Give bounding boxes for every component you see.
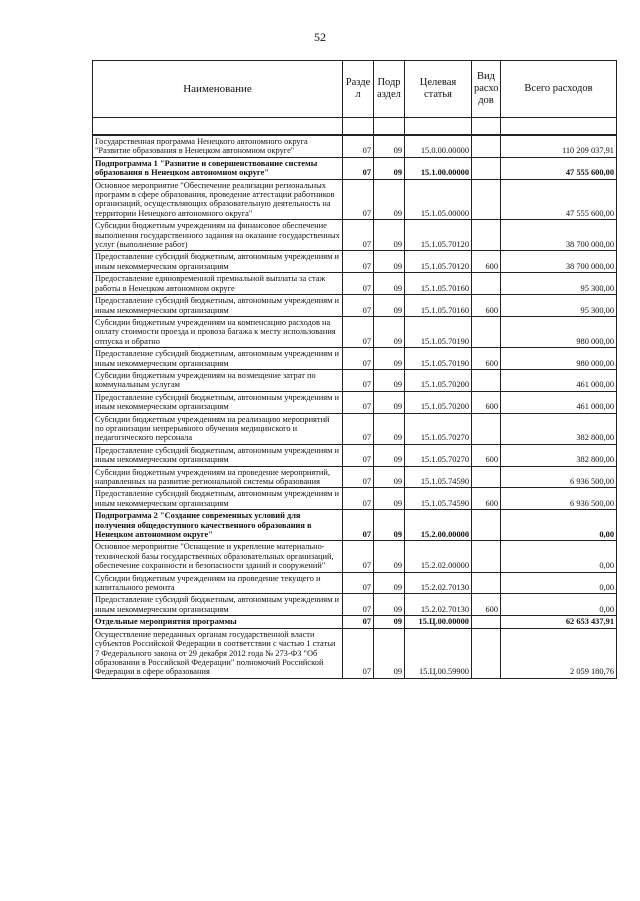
row-target-cell: 15.1.05.70190 [405,348,472,370]
row-type-cell: 600 [472,295,501,317]
row-name-cell: Предоставление субсидий бюджетным, автономным учреждениям и иным некоммерческим организациям [93,251,343,273]
row-name-cell: Подпрограмма 2 "Создание современных условий для получения общедоступного качественного образования в Ненецком автономном округе" [93,510,343,541]
row-target-cell: 15.1.05.70200 [405,369,472,391]
table-row [93,179,617,220]
table-row [93,391,617,413]
row-target-cell: 15.1.05.70270 [405,444,472,466]
row-type-cell [472,316,501,347]
row-section-cell: 07 [343,220,374,251]
row-subsection-cell: 09 [374,157,405,179]
table-row [93,594,617,616]
table-row [93,157,617,179]
row-subsection-cell: 09 [374,444,405,466]
row-target-cell: 15.1.05.70160 [405,295,472,317]
row-type-cell [472,220,501,251]
row-type-cell [472,616,501,628]
budget-table [92,60,617,679]
row-total-cell: 980 000,00 [501,316,617,347]
row-target-cell: 15.1.00.00000 [405,157,472,179]
row-name-cell: Основное мероприятие "Оснащение и укрепление материально-технической базы государственных образовательных организаций, обеспечение сохранности и безопасности зданий и сооружений" [93,541,343,572]
row-total-cell: 95 300,00 [501,273,617,295]
row-section-cell: 07 [343,157,374,179]
row-section-cell: 07 [343,616,374,628]
row-target-cell: 15.2.02.70130 [405,594,472,616]
row-total-cell: 47 555 600,00 [501,179,617,220]
row-name-cell: Субсидии бюджетным учреждениям на реализацию мероприятий по организации непрерывного обучения медицинского и педагогического персонала [93,413,343,444]
header-section: Разде л [343,61,374,118]
row-type-cell [472,135,501,157]
table-row [93,316,617,347]
header-type: Вид расхо дов [472,61,501,118]
row-name-cell: Предоставление субсидий бюджетным, автономным учреждениям и иным некоммерческим организациям [93,444,343,466]
row-type-cell [472,572,501,594]
table-row [93,220,617,251]
table-row [93,348,617,370]
row-section-cell: 07 [343,273,374,295]
row-name-cell: Подпрограмма 1 "Развитие и совершенствование системы образования в Ненецком автономном округе" [93,157,343,179]
row-section-cell: 07 [343,251,374,273]
row-name-cell: Осуществление переданных органам государственной власти субъектов Российской Федерации в соответствии с частью 1 статьи 7 Федерального закона от 29 декабря 2012 года № 273-ФЗ "Об образовании в Российской Федерации" полномочий Российской Федерации в сфере образования [93,628,343,678]
row-total-cell: 47 555 600,00 [501,157,617,179]
row-subsection-cell: 09 [374,295,405,317]
row-section-cell: 07 [343,135,374,157]
row-subsection-cell: 09 [374,616,405,628]
row-name-cell: Субсидии бюджетным учреждениям на компенсацию расходов на оплату стоимости проезда и провоза багажа к месту использования отпуска и обратно [93,316,343,347]
table-row [93,616,617,628]
row-type-cell: 600 [472,348,501,370]
row-target-cell: 15.1.05.70160 [405,273,472,295]
row-subsection-cell: 09 [374,251,405,273]
row-section-cell: 07 [343,594,374,616]
row-target-cell: 15.2.00.00000 [405,510,472,541]
row-total-cell: 382 800,00 [501,444,617,466]
table-row [93,413,617,444]
row-type-cell [472,413,501,444]
row-target-cell: 15.Ц.00.00000 [405,616,472,628]
row-total-cell: 0,00 [501,541,617,572]
row-section-cell: 07 [343,413,374,444]
row-total-cell: 6 936 500,00 [501,466,617,488]
row-type-cell [472,628,501,678]
row-section-cell: 07 [343,295,374,317]
table-header-row [93,61,617,118]
row-name-cell: Предоставление субсидий бюджетным, автономным учреждениям и иным некоммерческим организациям [93,391,343,413]
row-target-cell: 15.1.05.70200 [405,391,472,413]
row-subsection-cell: 09 [374,348,405,370]
header-name: Наименование [93,61,343,118]
row-total-cell: 95 300,00 [501,295,617,317]
row-subsection-cell: 09 [374,369,405,391]
row-target-cell: 15.1.05.74590 [405,488,472,510]
row-total-cell: 382 800,00 [501,413,617,444]
row-type-cell: 600 [472,251,501,273]
row-target-cell: 15.0.00.00000 [405,135,472,157]
row-name-cell: Субсидии бюджетным учреждениям на возмещение затрат по коммунальным услугам [93,369,343,391]
row-type-cell [472,273,501,295]
row-name-cell: Предоставление единовременной премиальной выплаты за стаж работы в Ненецком автономном округе [93,273,343,295]
row-subsection-cell: 09 [374,541,405,572]
row-section-cell: 07 [343,466,374,488]
row-name-cell: Субсидии бюджетным учреждениям на финансовое обеспечение выполнения государственного задания на оказание государственных услуг (выполнение работ) [93,220,343,251]
row-name-cell: Предоставление субсидий бюджетным, автономным учреждениям и иным некоммерческим организациям [93,594,343,616]
row-target-cell: 15.2.02.00000 [405,541,472,572]
row-total-cell: 38 700 000,00 [501,220,617,251]
row-target-cell: 15.1.05.00000 [405,179,472,220]
row-subsection-cell: 09 [374,413,405,444]
row-subsection-cell: 09 [374,391,405,413]
row-target-cell: 15.1.05.74590 [405,466,472,488]
row-type-cell [472,466,501,488]
table-row [93,572,617,594]
row-section-cell: 07 [343,348,374,370]
row-subsection-cell: 09 [374,135,405,157]
row-subsection-cell: 09 [374,510,405,541]
table-row [93,251,617,273]
row-target-cell: 15.1.05.70190 [405,316,472,347]
table-row [93,295,617,317]
row-total-cell: 0,00 [501,510,617,541]
row-type-cell [472,179,501,220]
row-target-cell: 15.1.05.70120 [405,251,472,273]
row-subsection-cell: 09 [374,179,405,220]
row-total-cell: 0,00 [501,594,617,616]
row-name-cell: Предоставление субсидий бюджетным, автономным учреждениям и иным некоммерческим организациям [93,348,343,370]
row-type-cell [472,541,501,572]
row-section-cell: 07 [343,179,374,220]
row-section-cell: 07 [343,572,374,594]
row-total-cell: 980 000,00 [501,348,617,370]
row-total-cell: 110 209 037,91 [501,135,617,157]
header-spacer-row [93,118,617,136]
row-type-cell: 600 [472,594,501,616]
row-target-cell: 15.Ц.00.59900 [405,628,472,678]
row-subsection-cell: 09 [374,220,405,251]
row-target-cell: 15.1.05.70270 [405,413,472,444]
row-name-cell: Предоставление субсидий бюджетным, автономным учреждениям и иным некоммерческим организациям [93,488,343,510]
row-total-cell: 6 936 500,00 [501,488,617,510]
row-section-cell: 07 [343,391,374,413]
row-name-cell: Субсидии бюджетным учреждениям на проведение мероприятий, направленных на развитие региональной системы образования [93,466,343,488]
table-row [93,488,617,510]
row-type-cell: 600 [472,444,501,466]
row-type-cell [472,369,501,391]
table-row [93,444,617,466]
row-subsection-cell: 09 [374,466,405,488]
row-name-cell: Отдельные мероприятия программы [93,616,343,628]
table-row [93,628,617,678]
table-row [93,135,617,157]
row-subsection-cell: 09 [374,488,405,510]
row-section-cell: 07 [343,316,374,347]
header-target: Целевая статья [405,61,472,118]
table-row [93,273,617,295]
row-section-cell: 07 [343,510,374,541]
row-section-cell: 07 [343,444,374,466]
table-row [93,466,617,488]
row-total-cell: 461 000,00 [501,369,617,391]
row-type-cell [472,157,501,179]
row-section-cell: 07 [343,541,374,572]
row-section-cell: 07 [343,628,374,678]
row-name-cell: Государственная программа Ненецкого автономного округа "Развитие образования в Ненецком автономном округе" [93,135,343,157]
header-subsection: Подр аздел [374,61,405,118]
row-total-cell: 62 653 437,91 [501,616,617,628]
row-target-cell: 15.1.05.70120 [405,220,472,251]
row-type-cell: 600 [472,391,501,413]
row-name-cell: Субсидии бюджетным учреждениям на проведение текущего и капитального ремонта [93,572,343,594]
row-total-cell: 2 059 180,76 [501,628,617,678]
row-subsection-cell: 09 [374,316,405,347]
header-total: Всего расходов [501,61,617,118]
row-section-cell: 07 [343,488,374,510]
row-total-cell: 0,00 [501,572,617,594]
row-name-cell: Основное мероприятие "Обеспечение реализации региональных программ в сфере образования, проведение аттестации работников организаций, осуществляющих образовательную деятельность на территории Ненецкого автономного округа" [93,179,343,220]
page-number: 52 [314,30,326,44]
row-name-cell: Предоставление субсидий бюджетным, автономным учреждениям и иным некоммерческим организациям [93,295,343,317]
table-row [93,541,617,572]
table-row [93,369,617,391]
row-section-cell: 07 [343,369,374,391]
row-subsection-cell: 09 [374,273,405,295]
row-subsection-cell: 09 [374,594,405,616]
row-type-cell: 600 [472,488,501,510]
row-type-cell [472,510,501,541]
table-row [93,510,617,541]
row-target-cell: 15.2.02.70130 [405,572,472,594]
table-body [93,135,617,678]
row-subsection-cell: 09 [374,628,405,678]
row-total-cell: 461 000,00 [501,391,617,413]
row-subsection-cell: 09 [374,572,405,594]
row-total-cell: 38 700 000,00 [501,251,617,273]
